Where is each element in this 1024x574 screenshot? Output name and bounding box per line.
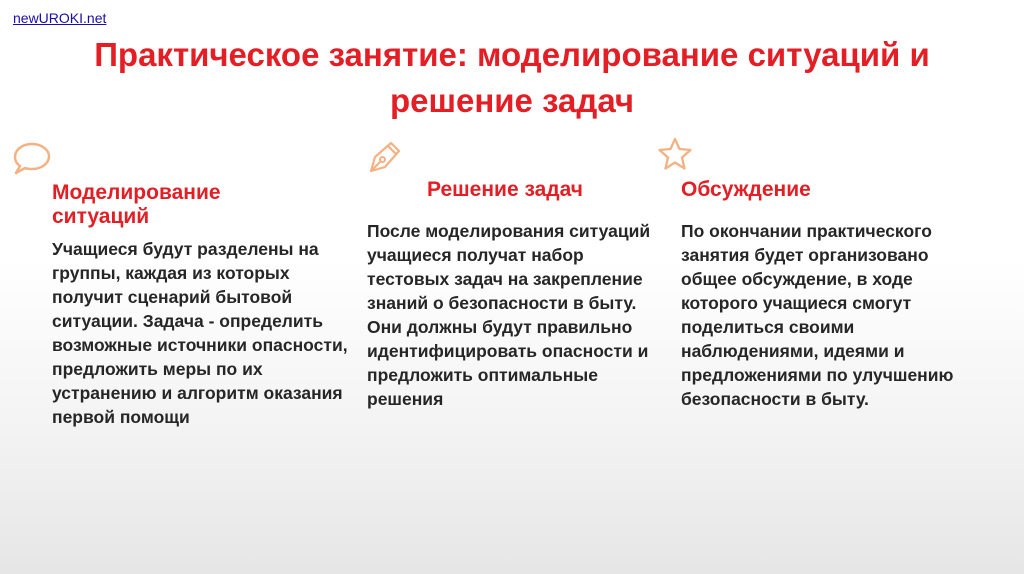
column-heading-discussion: Обсуждение bbox=[681, 178, 811, 201]
star-icon bbox=[656, 136, 694, 172]
slide-title: Практическое занятие: моделирование ситуаций и решение задач bbox=[94, 36, 930, 119]
speech-bubble-icon bbox=[12, 140, 52, 176]
column-body-discussion: По окончании практического занятия будет организовано общее обсуждение, в ходе которого учащиеся смогут поделиться своими наблюдениями, идеями и предложениями по улучшению безопасности в быту. bbox=[681, 221, 954, 409]
pen-nib-icon bbox=[365, 137, 405, 177]
column-heading-solving: Решение задач bbox=[427, 178, 583, 201]
column-body-modeling: Учащиеся будут разделены на группы, каждая из которых получит сценарий бытовой ситуации. Задача - определить возможные источники опасности, предложить меры по их устранению и алгоритм оказания первой помощи bbox=[52, 239, 348, 427]
column-body-solving: После моделирования ситуаций учащиеся получат набор тестовых задач на закрепление знаний о безопасности в быту. Они должны будут правильно идентифицировать опасности и предложить оптимальные решения bbox=[367, 221, 651, 409]
site-link[interactable]: newUROKI.net bbox=[13, 10, 107, 26]
column-heading-modeling: Моделирование ситуаций bbox=[52, 181, 221, 228]
